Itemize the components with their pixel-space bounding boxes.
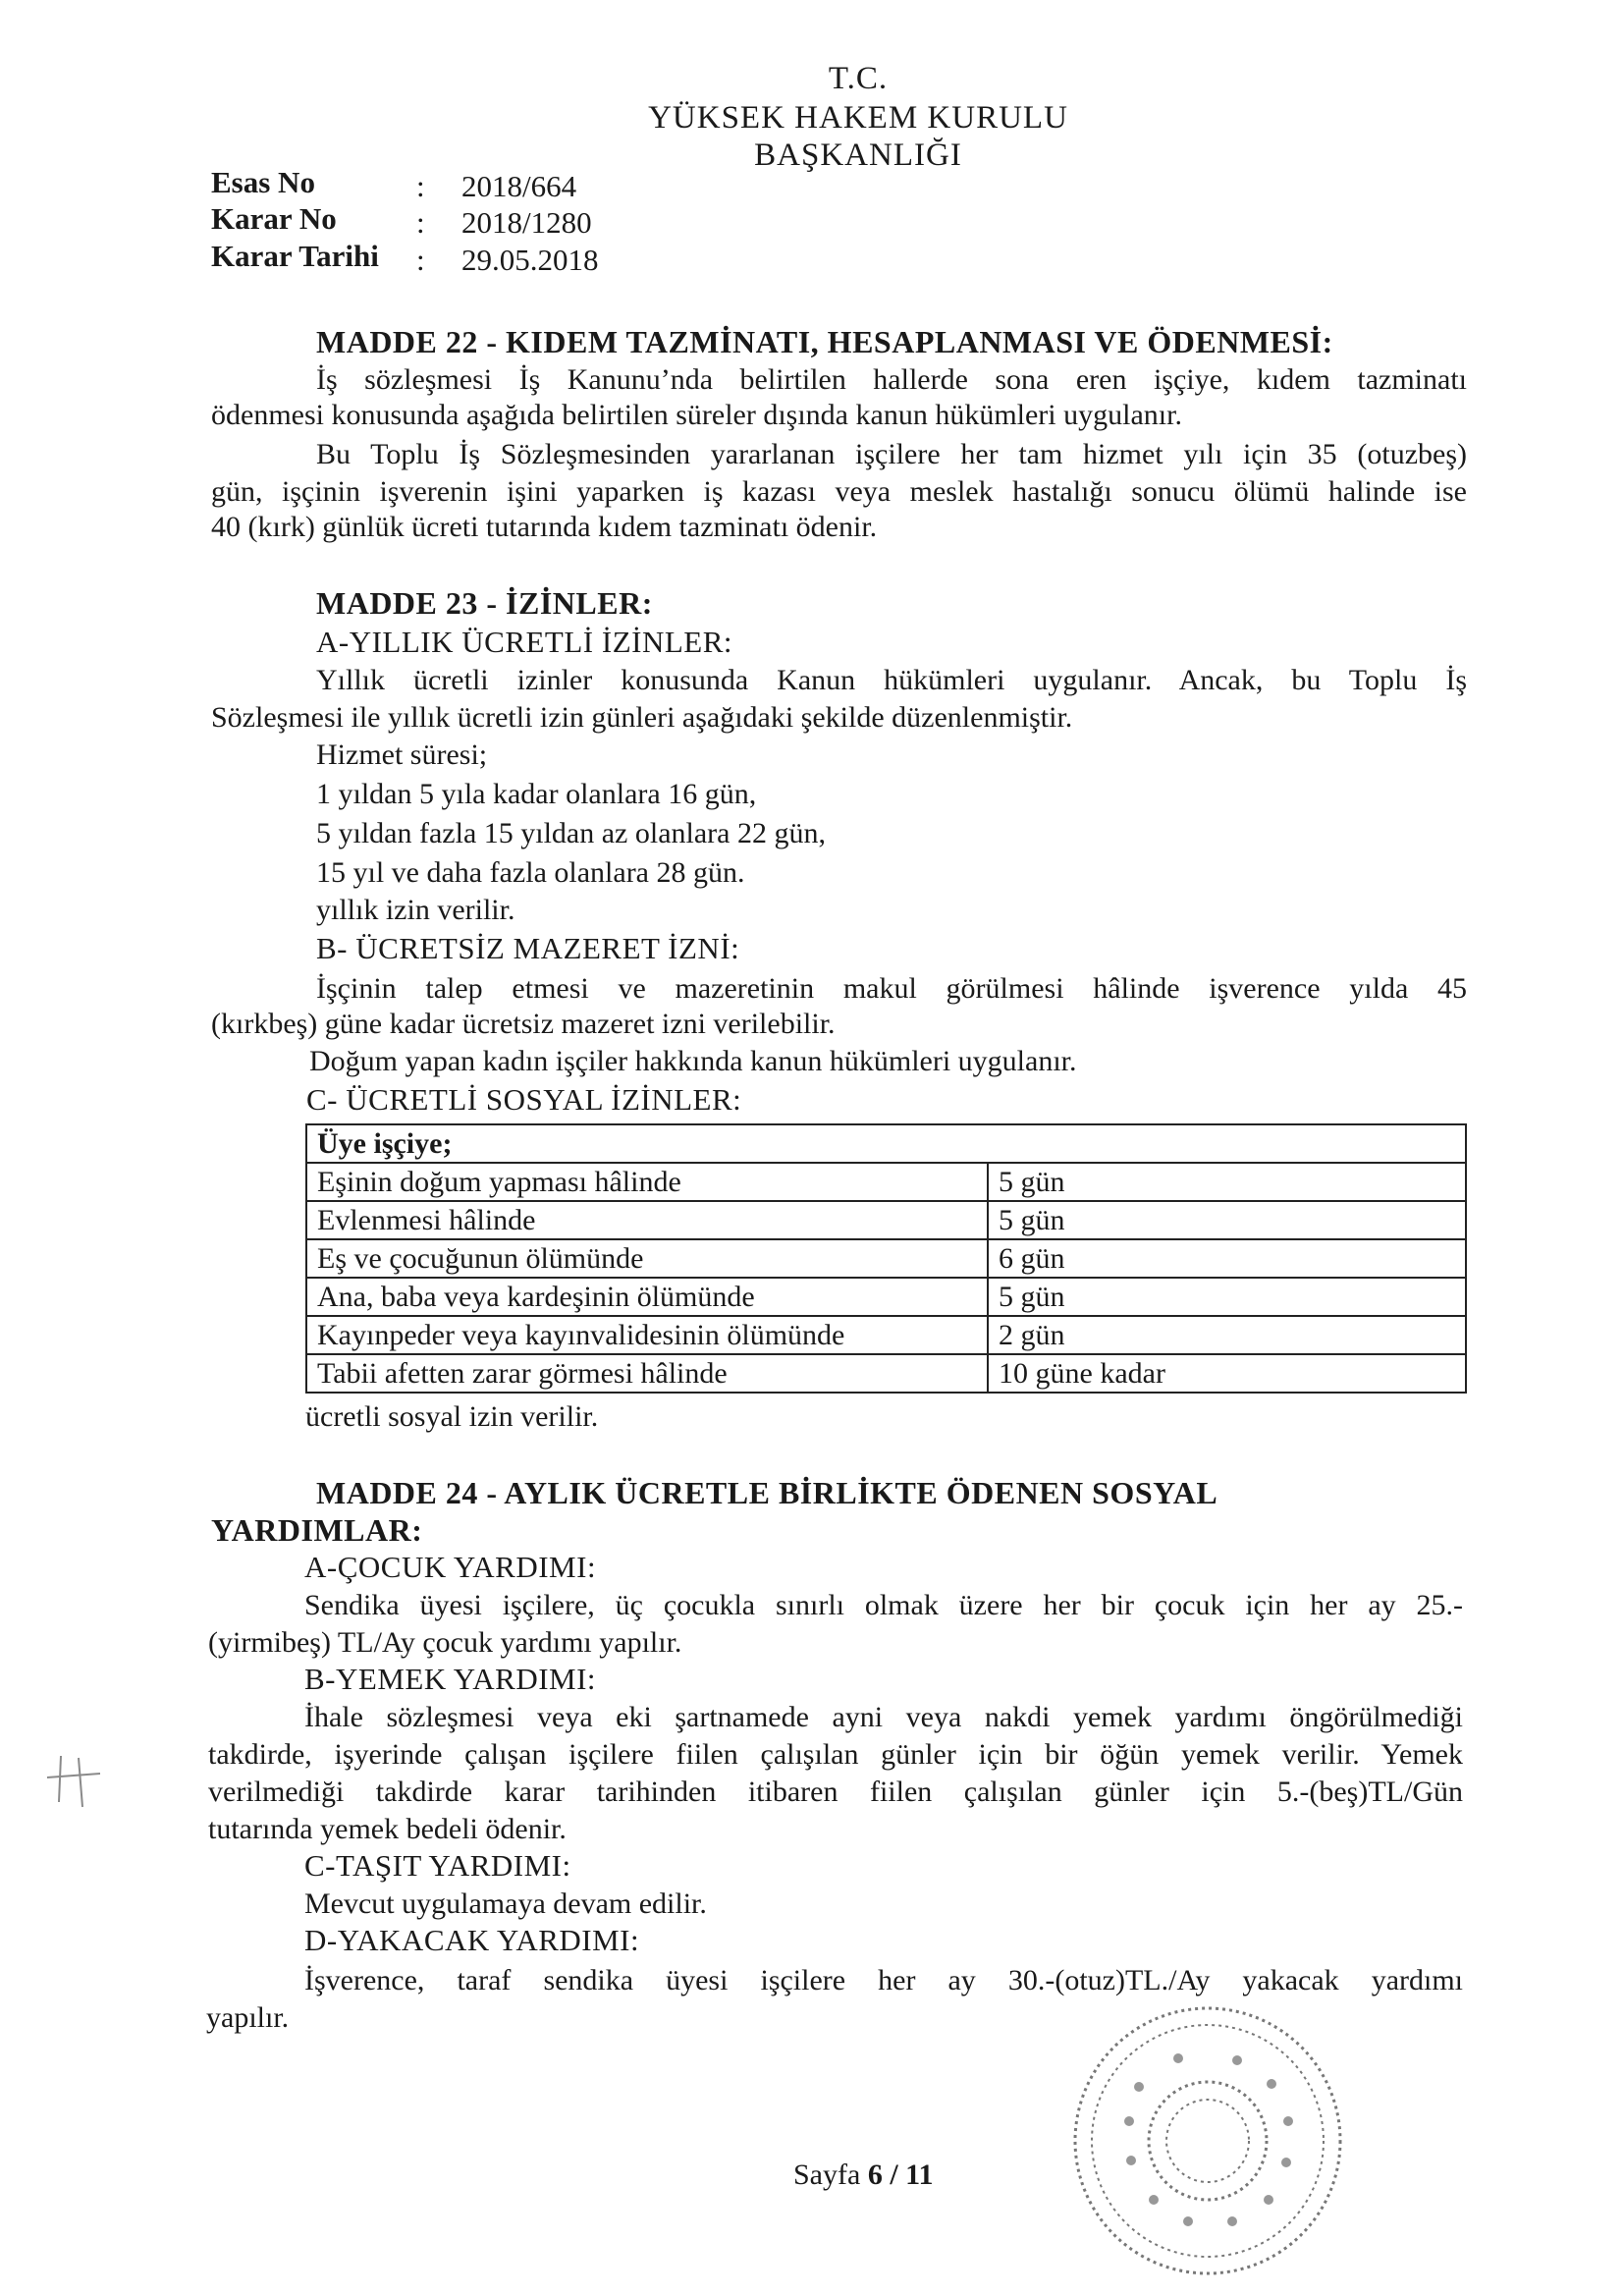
social-leave-table: [305, 1123, 1467, 1394]
madde23-a-line: Yıllık ücretli izinler konusunda Kanun hükümleri uygulanır. Ancak, bu Toplu İş: [316, 664, 1467, 696]
header-tc: T.C.: [828, 61, 889, 96]
madde24-a-line: Sendika üyesi işçilere, üç çocukla sınırlı olmak üzere her bir çocuk için her ay 25.-: [304, 1589, 1463, 1621]
table-header-row: [306, 1124, 1466, 1163]
meta-esas-label: Esas No: [211, 165, 315, 199]
madde23-b-line: (kırkbeş) güne kadar ücretsiz mazeret izni verilebilir.: [211, 1008, 836, 1040]
madde23-a-line: Hizmet süresi;: [316, 738, 488, 771]
madde24-b-line: tutarında yemek bedeli ödenir.: [208, 1813, 567, 1845]
page-prefix: Sayfa: [793, 2159, 861, 2191]
madde24-sub-c: C-TAŞIT YARDIMI:: [304, 1848, 571, 1883]
table-cell-days: 10 güne kadar: [988, 1354, 1466, 1393]
madde22-line: 40 (kırk) günlük ücreti tutarında kıdem tazminatı ödenir.: [211, 511, 878, 543]
table-head-cell: Üye işçiye;: [306, 1124, 1466, 1163]
page-sep: /: [890, 2159, 898, 2191]
madde24-d-line: yapılır.: [206, 2001, 290, 2034]
madde24-sub-a: A-ÇOCUK YARDIMI:: [304, 1550, 597, 1584]
madde23-b-line: İşçinin talep etmesi ve mazeretinin makul görülmesi hâlinde işverence yılda 45: [316, 972, 1467, 1005]
header-department: BAŞKANLIĞI: [754, 137, 962, 173]
madde23-a-line: 5 yıldan fazla 15 yıldan az olanlara 22 gün,: [316, 817, 826, 849]
madde22-line: Bu Toplu İş Sözleşmesinden yararlanan işçilere her tam hizmet yılı için 35 (otuzbeş): [316, 438, 1467, 470]
madde23-a-line: 1 yıldan 5 yıla kadar olanlara 16 gün,: [316, 778, 757, 810]
table-row: [306, 1201, 1466, 1239]
table-row: [306, 1278, 1466, 1316]
official-seal-icon: [1060, 1994, 1355, 2288]
madde23-sub-a: A-YILLIK ÜCRETLİ İZİNLER:: [316, 625, 733, 659]
madde24-heading-cont: YARDIMLAR:: [211, 1512, 423, 1548]
table-cell-event: Eş ve çocuğunun ölümünde: [306, 1239, 988, 1278]
meta-karar-value: 2018/1280: [461, 205, 592, 240]
table-cell-event: Evlenmesi hâlinde: [306, 1201, 988, 1239]
meta-colon: :: [416, 243, 425, 277]
madde24-b-line: takdirde, işyerinde çalışan işçilere fiilen çalışılan günler için bir öğün yemek verilir. Yemek: [208, 1738, 1463, 1771]
madde23-sub-c: C- ÜCRETLİ SOSYAL İZİNLER:: [306, 1082, 742, 1117]
table-cell-days: 2 gün: [988, 1316, 1466, 1354]
meta-karar-label: Karar No: [211, 201, 337, 236]
page-total: 11: [905, 2159, 934, 2191]
table-cell-days: 6 gün: [988, 1239, 1466, 1278]
madde23-table-after: ücretli sosyal izin verilir.: [305, 1400, 599, 1433]
madde24-b-line: verilmediği takdirde karar tarihinden itibaren fiilen çalışılan günler için 5.-(beş)TL/Gün: [208, 1776, 1463, 1808]
madde23-b-line: Doğum yapan kadın işçiler hakkında kanun hükümleri uygulanır.: [309, 1045, 1077, 1077]
table-cell-days: 5 gün: [988, 1278, 1466, 1316]
madde23-a-line: Sözleşmesi ile yıllık ücretli izin günleri aşağıdaki şekilde düzenlenmiştir.: [211, 701, 1073, 734]
madde23-sub-b: B- ÜCRETSİZ MAZERET İZNİ:: [316, 931, 740, 965]
table-row: [306, 1239, 1466, 1278]
table-cell-days: 5 gün: [988, 1201, 1466, 1239]
page-number: [793, 2159, 934, 2192]
meta-colon: :: [416, 169, 425, 203]
madde22-heading: MADDE 22 - KIDEM TAZMİNATI, HESAPLANMASI VE ÖDENMESİ:: [316, 324, 1333, 359]
madde24-sub-b: B-YEMEK YARDIMI:: [304, 1662, 597, 1696]
meta-tarih-label: Karar Tarihi: [211, 239, 379, 273]
meta-esas-value: 2018/664: [461, 169, 577, 203]
handwritten-mark-icon: [39, 1748, 108, 1817]
table-cell-days: 5 gün: [988, 1163, 1466, 1201]
table-row: [306, 1163, 1466, 1201]
madde23-a-line: 15 yıl ve daha fazla olanlara 28 gün.: [316, 856, 745, 889]
table-row: [306, 1354, 1466, 1393]
madde24-b-line: İhale sözleşmesi veya eki şartnamede ayni veya nakdi yemek yardımı öngörülmediği: [304, 1701, 1463, 1733]
madde22-line: ödenmesi konusunda aşağıda belirtilen süreler dışında kanun hükümleri uygulanır.: [211, 399, 1182, 431]
madde24-sub-d: D-YAKACAK YARDIMI:: [304, 1923, 640, 1957]
madde24-heading: MADDE 24 - AYLIK ÜCRETLE BİRLİKTE ÖDENEN SOSYAL: [316, 1475, 1218, 1510]
madde22-line: gün, işçinin işverenin işini yaparken iş kazası veya meslek hastalığı sonucu ölümü halinde ise: [211, 475, 1467, 508]
table-cell-event: Eşinin doğum yapması hâlinde: [306, 1163, 988, 1201]
madde23-a-line: yıllık izin verilir.: [316, 894, 515, 926]
madde24-a-line: (yirmibeş) TL/Ay çocuk yardımı yapılır.: [208, 1626, 682, 1659]
table-cell-event: Tabii afetten zarar görmesi hâlinde: [306, 1354, 988, 1393]
meta-tarih-value: 29.05.2018: [461, 243, 599, 277]
madde23-heading: MADDE 23 - İZİNLER:: [316, 585, 653, 621]
madde24-c-line: Mevcut uygulamaya devam edilir.: [304, 1887, 707, 1920]
table-cell-event: Kayınpeder veya kayınvalidesinin ölümünde: [306, 1316, 988, 1354]
table-row: [306, 1316, 1466, 1354]
table-cell-event: Ana, baba veya kardeşinin ölümünde: [306, 1278, 988, 1316]
header-institution: YÜKSEK HAKEM KURULU: [648, 100, 1068, 136]
meta-colon: :: [416, 205, 425, 240]
madde22-line: İş sözleşmesi İş Kanunu’nda belirtilen hallerde sona eren işçiye, kıdem tazminatı: [316, 363, 1467, 396]
madde24-d-line: İşverence, taraf sendika üyesi işçilere her ay 30.-(otuz)TL./Ay yakacak yardımı: [304, 1964, 1463, 1996]
page-current: 6: [867, 2159, 883, 2191]
